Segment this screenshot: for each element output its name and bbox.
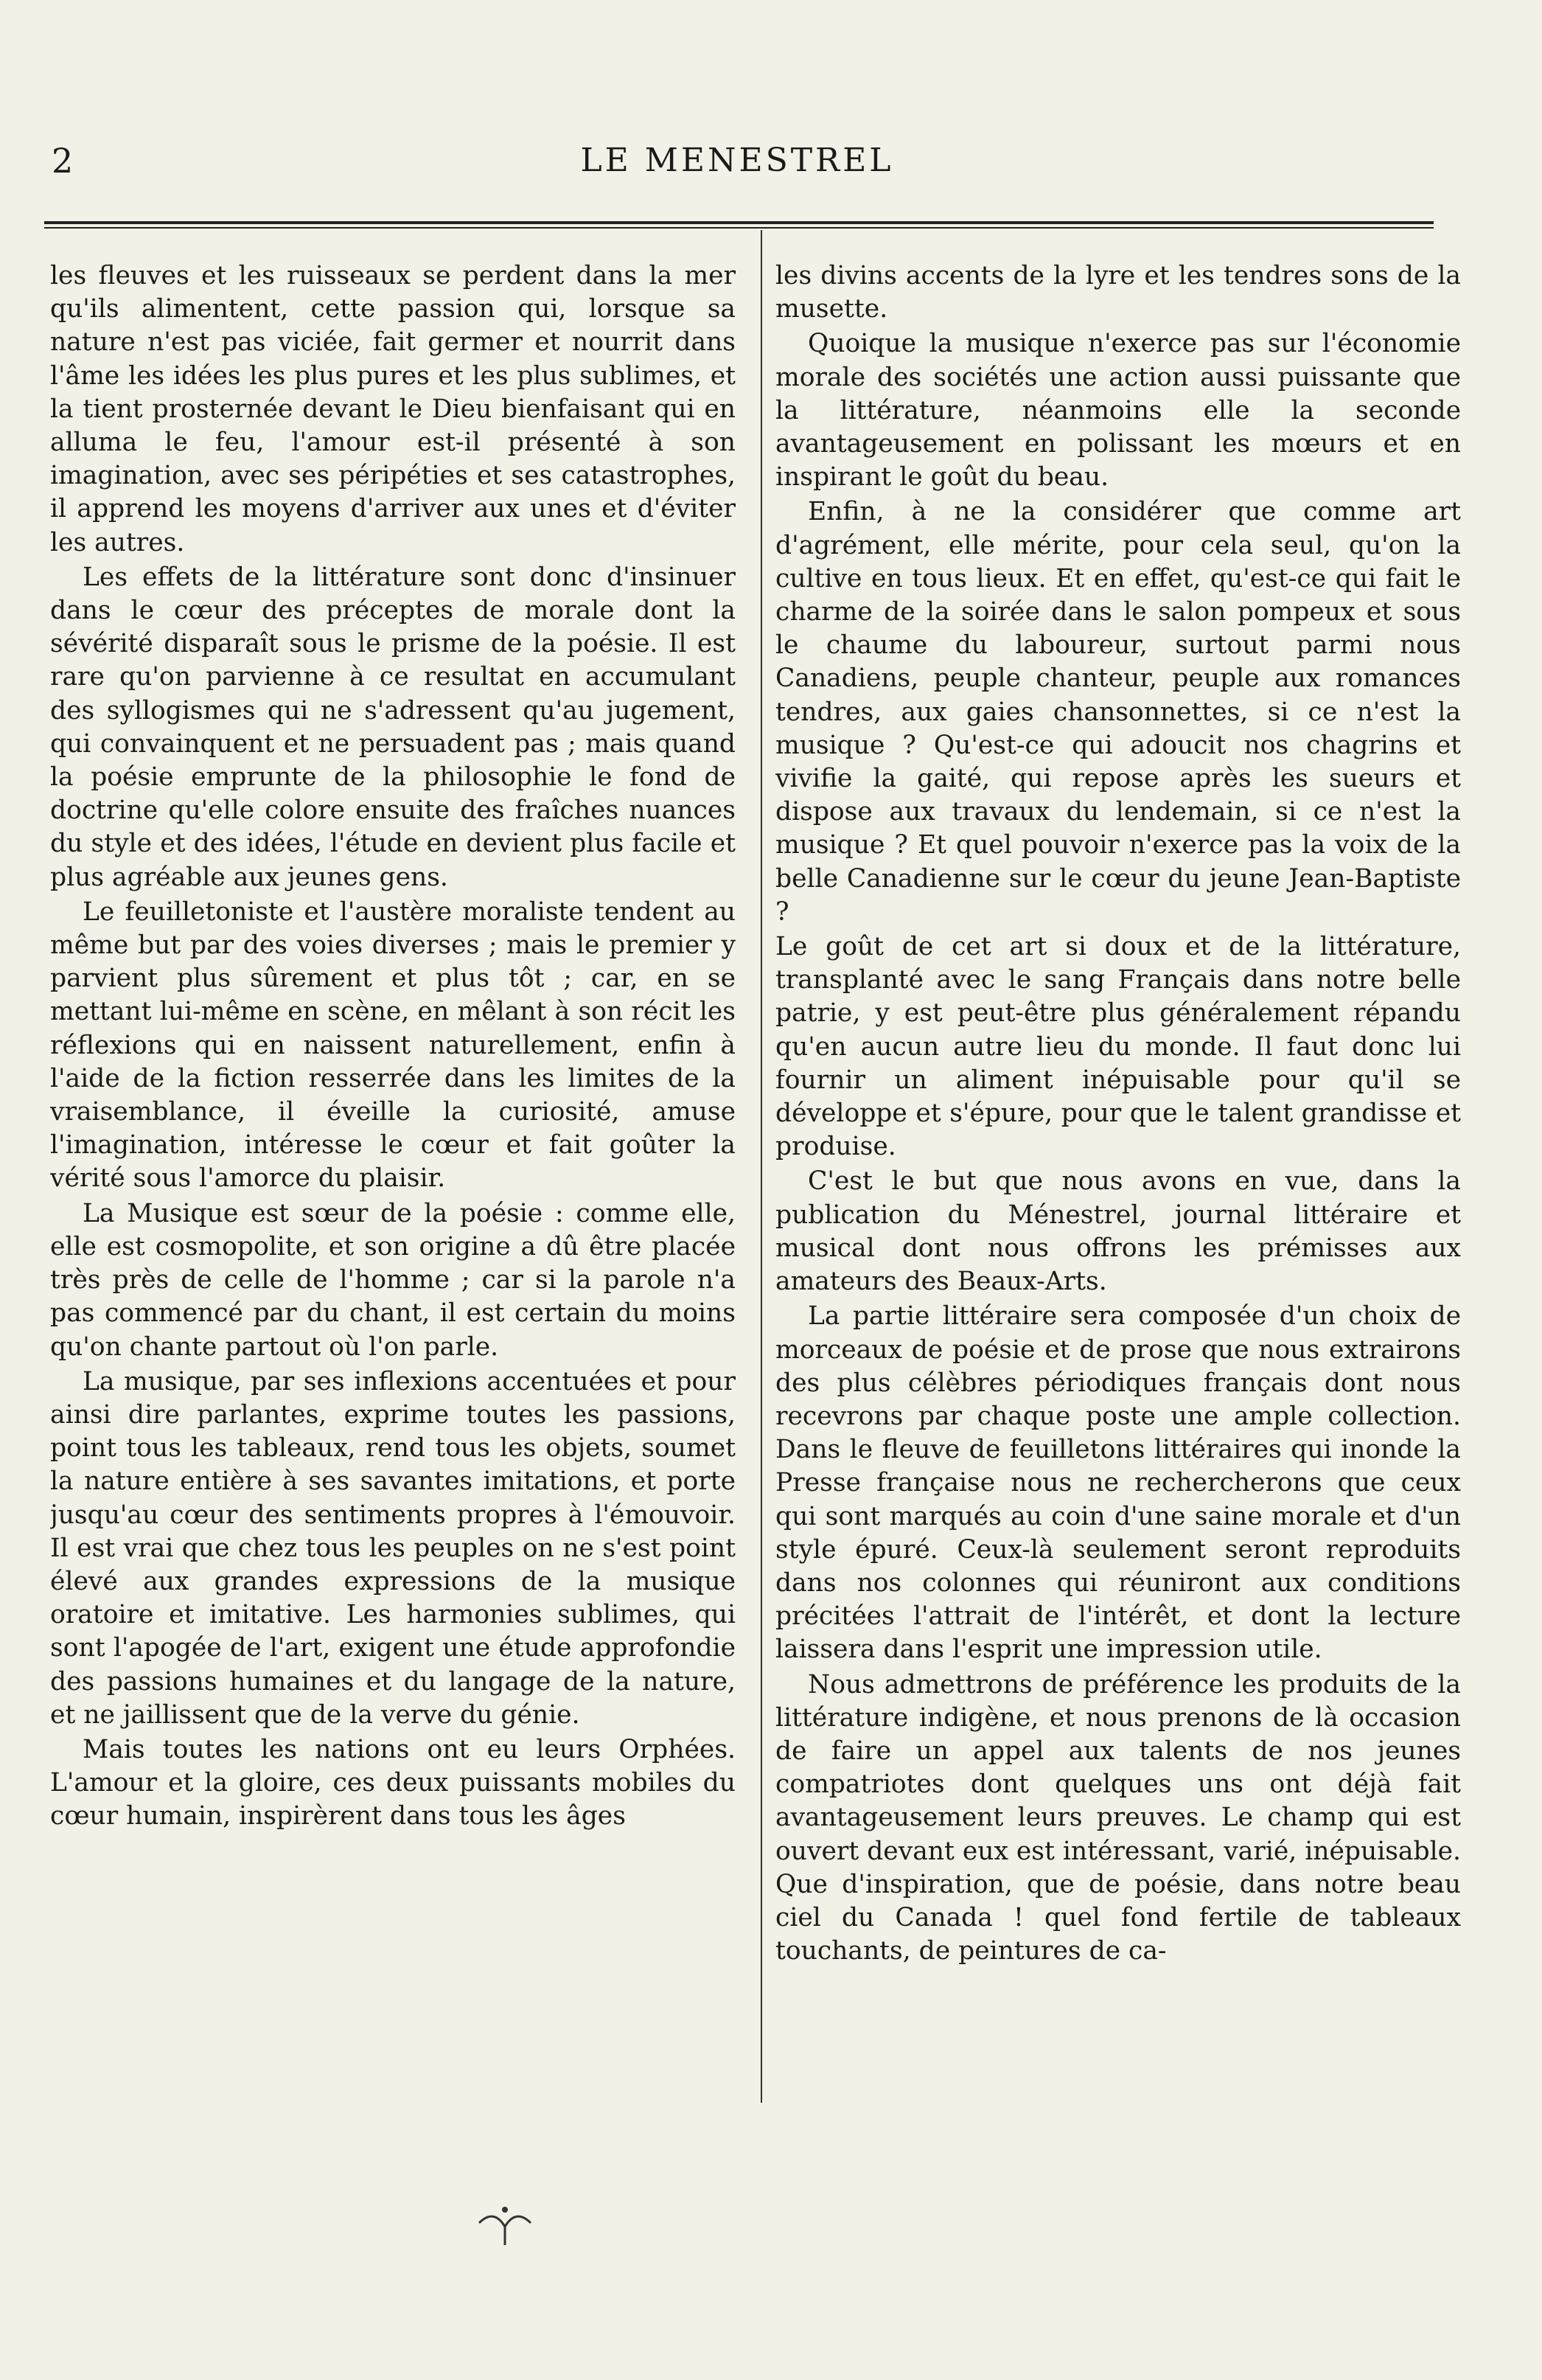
paragraph: Les effets de la littérature sont donc d'insinuer dans le cœur des préceptes de morale dont la sévérité disparaît sous le prisme de la poésie. Il est rare qu'on parvienne à ce resultat en accumulant des syllogismes qui ne s'adressent qu'au jugement, qui convainquent et ne persuadent pas ; mais quand la poésie emprunte de la philosophie le fond de doctrine qu'elle colore ensuite des fraîches nuances du style et des idées, l'étude en devient plus facile et plus agréable aux jeunes gens. xyxy=(50,562,736,892)
column-divider xyxy=(761,230,762,2103)
ornament-icon xyxy=(472,2201,538,2252)
paragraph: les divins accents de la lyre et les tendres sons de la musette. xyxy=(775,261,1461,324)
paragraph: La Musique est sœur de la poésie : comme elle, elle est cosmopolite, et son origine a dû être placée très près de celle de l'homme ; car si la parole n'a pas commencé par du chant, il est certain du moins qu'on chante partout où l'on parle. xyxy=(50,1198,736,1362)
page-header xyxy=(44,139,1430,190)
paragraph: Enfin, à ne la considérer que comme art d'agrément, elle mérite, pour cela seul, qu'on la cultive en tous lieux. Et en effet, qu'est-ce qui fait le charme de la soirée dans le salon pompeux et sous le chaume du laboureur, surtout parmi nous Canadiens, peuple chanteur, peuple aux romances tendres, aux gaies chansonnettes, si ce n'est la musique ? Qu'est-ce qui adoucit nos chagrins et vivifie la gaité, qui repose après les sueurs et dispose aux travaux du lendemain, si ce n'est la musique ? Et quel pouvoir n'exerce pas la voix de la belle Canadienne sur le cœur du jeune Jean-Baptiste ? xyxy=(775,497,1461,927)
paragraph: C'est le but que nous avons en vue, dans la publication du Ménestrel, journal littéraire et musical dont nous offrons les prémisses aux amateurs des Beaux-Arts. xyxy=(775,1166,1461,1297)
paragraph: Le feuilletoniste et l'austère moraliste tendent au même but par des voies diverses ; mais le premier y parvient plus sûrement et plus tôt ; car, en se mettant lui-même en scène, en mêlant à son récit les réflexions qui en naissent naturellement, enfin à l'aide de la fiction resserrée dans les limites de la vraisemblance, il éveille la curiosité, amuse l'imagination, intéresse le cœur et fait goûter la vérité sous l'amorce du plaisir. xyxy=(50,897,736,1194)
header-rule-thick xyxy=(44,221,1434,224)
paragraph: les fleuves et les ruisseaux se perdent dans la mer qu'ils alimentent, cette passion qui, lorsque sa nature n'est pas viciée, fait germer et nourrit dans l'âme les idées les plus pures et les plus sublimes, et la tient prosternée devant le Dieu bienfaisant qui en alluma le feu, l'amour est-il présenté à son imagination, avec ses péripéties et ses catastrophes, il apprend les moyens d'arriver aux unes et d'éviter les autres. xyxy=(50,261,736,557)
paragraph: Mais toutes les nations ont eu leurs Orphées. L'amour et la gloire, ces deux puissants mobiles du cœur humain, inspirèrent dans tous les âges xyxy=(50,1734,736,1831)
paragraph: La musique, par ses inflexions accentuées et pour ainsi dire parlantes, exprime toutes les passions, point tous les tableaux, rend tous les objets, soumet la nature entière à ses savantes imitations, et porte jusqu'au cœur des sentiments propres à l'émouvoir. Il est vrai que chez tous les peuples on ne s'est point élevé aux grandes expressions de la musique oratoire et imitative. Les harmonies sublimes, qui sont l'apogée de l'art, exigent une étude approfondie des passions humaines et du langage de la nature, et ne jaillissent que de la verve du génie. xyxy=(50,1366,736,1730)
right-column xyxy=(775,260,1461,2132)
paragraph: Nous admettrons de préférence les produits de la littérature indigène, et nous prenons de là occasion de faire un appel aux talents de nos jeunes compatriotes dont quelques uns ont déjà fait avantageusement leurs preuves. Le champ qui est ouvert devant eux est intéressant, varié, inépuisable. Que d'inspiration, que de poésie, dans notre beau ciel du Canada ! quel fond fertile de tableaux touchants, de peintures de ca- xyxy=(775,1669,1461,1966)
running-title: LE MENESTREL xyxy=(580,142,894,179)
paragraph: Quoique la musique n'exerce pas sur l'économie morale des sociétés une action aussi puissante que la littérature, néanmoins elle la seconde avantageusement en polissant les mœurs et en inspirant le goût du beau. xyxy=(775,329,1461,493)
paragraph: Le goût de cet art si doux et de la littérature, transplanté avec le sang Français dans notre belle patrie, y est peut-être plus généralement répandu qu'en aucun autre lieu du monde. Il faut donc lui fournir un aliment inépuisable pour qu'il se développe et s'épure, pour que le talent grandisse et produise. xyxy=(775,932,1461,1162)
left-column xyxy=(50,260,736,2132)
header-rule-thin xyxy=(44,227,1434,229)
paragraph: La partie littéraire sera composée d'un choix de morceaux de poésie et de prose que nous extrairons des plus célèbres périodiques français dont nous recevrons par chaque poste une ample collection. Dans le fleuve de feuilletons littéraires qui inonde la Presse française nous ne rechercherons que ceux qui sont marqués au coin d'une saine morale et d'un style épuré. Ceux-là seulement seront reproduits dans nos colonnes qui réuniront aux conditions précitées l'attrait de l'intérêt, et dont la lecture laissera dans l'esprit une impression utile. xyxy=(775,1301,1461,1665)
page-number: 2 xyxy=(52,141,74,181)
